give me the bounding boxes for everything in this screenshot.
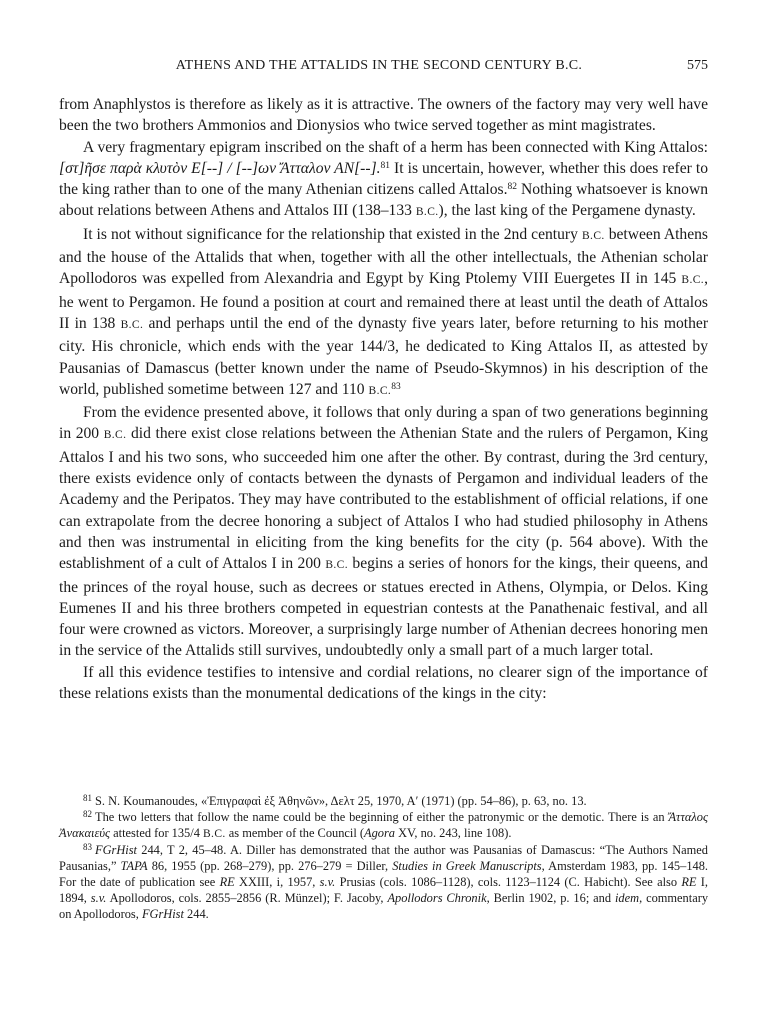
italic-title: FGrHist xyxy=(95,843,137,857)
footnote-81 xyxy=(59,793,708,809)
text-run: It is not without significance for the relationship that existed in the 2nd century xyxy=(83,225,582,243)
footnote-text: XXIII, i, 1957, xyxy=(234,875,320,889)
footnote-text: attested for 135/4 xyxy=(110,826,203,840)
text-run: A very fragmentary epigram inscribed on the shaft of a herm has been connected with King Attalos: xyxy=(83,138,708,156)
footnote-ref-82[interactable]: 82 xyxy=(507,182,518,193)
era-abbrev: B.C. xyxy=(325,559,349,572)
footnote-82 xyxy=(59,809,708,842)
footnote-text: 86, 1955 (pp. 268–279), pp. 276–279 = Diller, xyxy=(147,859,393,873)
italic-title: RE xyxy=(219,875,235,889)
era-abbrev: B.C. xyxy=(202,828,226,840)
footnote-number: 83 xyxy=(83,842,92,852)
footnote-text: S. N. Koumanoudes, «Ἐπιγραφαὶ ἐξ Ἀθηνῶν», Δελτ 25, 1970, Α′ (1971) (pp. 54–86), p. 63, no. 13. xyxy=(95,794,587,808)
footnote-text: , commentary on Apollodoros, xyxy=(59,891,709,921)
era-abbrev: B.C. xyxy=(581,229,605,242)
italic-abbrev: idem xyxy=(614,891,640,905)
footnote-text: 244, T 2, 45–48. A. Diller has demonstrated that the author was Pausanias of Damascus: “The Authors Named Pausanias,” xyxy=(59,843,708,873)
footnote-text: 244. xyxy=(183,907,209,921)
paragraph-1-text: from Anaphlystos is therefore as likely as it is attractive. The owners of the factory may very well have been the two brothers Ammonios and Dionysios who twice served together as mint magistrates. xyxy=(59,96,708,135)
paragraph-3 xyxy=(59,224,708,402)
footnote-text: , Amsterdam 1983, pp. 145–148. For the date of publication see xyxy=(59,859,708,889)
footnote-text: as member of the Council ( xyxy=(225,826,365,840)
italic-abbrev: s.v. xyxy=(90,891,107,905)
text-run: ), the last king of the Pergamene dynasty. xyxy=(438,202,696,220)
era-abbrev: B.C. xyxy=(120,318,144,331)
footnote-number: 82 xyxy=(83,809,92,819)
running-head-title: ATHENS AND THE ATTALIDS IN THE SECOND CENTURY B.C. xyxy=(175,58,583,73)
text-run: From the evidence presented above, it follows that only during a span of two generations beginning in 200 xyxy=(59,404,708,443)
footnote-text: XV, no. 243, line 108). xyxy=(395,826,512,840)
footnote-text: The two letters that follow the name could be the beginning of either the patronymic or the demotic. There is an xyxy=(95,810,669,824)
italic-title: Apollodors Chronik xyxy=(387,891,487,905)
era-abbrev: B.C. xyxy=(681,274,705,287)
italic-title: FGrHist xyxy=(141,907,184,921)
text-run: and perhaps until the end of the dynasty five years later, before returning to his mother city. His chronicle, which ends with the year 144/3, he dedicated to King Attalos II, as attested by Pausanias of Damascus (better known under the name of Pseudo-Skymnos) in his description of the world, published sometime between 127 and 110 xyxy=(59,314,709,398)
body-text xyxy=(59,94,708,704)
text-run: , he went to Pergamon. He found a position at court and remained there at least until the death of Attalos II in 138 xyxy=(59,270,708,332)
footnote-text: I, 1894, xyxy=(59,875,708,905)
paragraph-2 xyxy=(59,137,708,224)
footnote-83 xyxy=(59,842,708,922)
greek-epigram: [στ]ῆσε παρὰ κλυτὸν Ε[--] / [--]ων Ἄτταλον ΑΝ[--]. xyxy=(59,159,381,177)
text-run: Nothing whatsoever is known about relations between Athens and Attalos III (138–133 xyxy=(59,181,708,220)
text-run: It is uncertain, however, whether this does refer to the king rather than to one of the many Athenian citizens called Attalos. xyxy=(59,159,708,199)
footnote-text: , Berlin 1902, p. 16; and xyxy=(486,891,615,905)
footnote-text: Apollodoros, cols. 2855–2856 (R. Münzel); F. Jacoby, xyxy=(106,891,388,905)
text-run: did there exist close relations between the Athenian State and the rulers of Pergamon, King Attalos I and his two sons, who succeeded him one after the other. By contrast, during the 3rd century, there exists evidence only of contacts between the dynasts of Pergamon and individual leaders of the Academy and the Peripatos. They may have contributed to the establishment of official relations, if one can extrapolate from the decree honoring a subject of Attalos I who had studied philosophy in Athens and then was instrumental in eliciting from the king benefits for the city (p. 564 above). With the establishment of a cult of Attalos I in 200 xyxy=(59,425,708,573)
era-abbrev: B.C. xyxy=(103,429,127,442)
footnote-number: 81 xyxy=(83,793,92,803)
footnote-ref-81[interactable]: 81 xyxy=(380,160,391,171)
page-number: 575 xyxy=(687,58,708,73)
footnotes xyxy=(59,793,708,922)
greek-name: Ἄτταλος Ἀνακαιεύς xyxy=(59,810,708,840)
era-abbrev: B.C. xyxy=(415,206,439,219)
italic-title: Agora xyxy=(364,826,395,840)
text-run: begins a series of honors for the kings, their queens, and the princes of the royal house, such as decrees or statues erected in Athens, Olympia, or Delos. King Eumenes II and his three brothers competed in equestrian contests at the Panathenaic festival, and all four were crowned as victors. Moreover, a surprisingly large number of Athenian decrees honoring men in the service of the Attalids still survives, undoubtedly only a small part of a much larger total. xyxy=(59,555,708,660)
paragraph-4 xyxy=(59,402,708,662)
footnote-ref-83[interactable]: 83 xyxy=(391,381,401,392)
paragraph-1 xyxy=(59,94,708,137)
era-abbrev: B.C. xyxy=(368,384,392,397)
text-run: between Athens and the house of the Attalids that when, together with all the other intellectuals, the Athenian scholar Apollodoros was expelled from Alexandria and Egypt by King Ptolemy VIII Euergetes II in 145 xyxy=(59,225,708,288)
italic-abbrev: s.v. xyxy=(319,875,336,889)
paragraph-5 xyxy=(59,662,708,705)
italic-title: RE xyxy=(681,875,697,889)
paragraph-5-text: If all this evidence testifies to intensive and cordial relations, no clearer sign of the importance of these relations exists than the monumental dedications of the kings in the city: xyxy=(59,663,708,703)
italic-title: TAPA xyxy=(120,859,148,873)
italic-title: Studies in Greek Manuscripts xyxy=(392,859,542,873)
running-head xyxy=(50,58,708,82)
footnote-text: Prusias (cols. 1086–1128), cols. 1123–1124 (C. Habicht). See also xyxy=(335,875,682,889)
